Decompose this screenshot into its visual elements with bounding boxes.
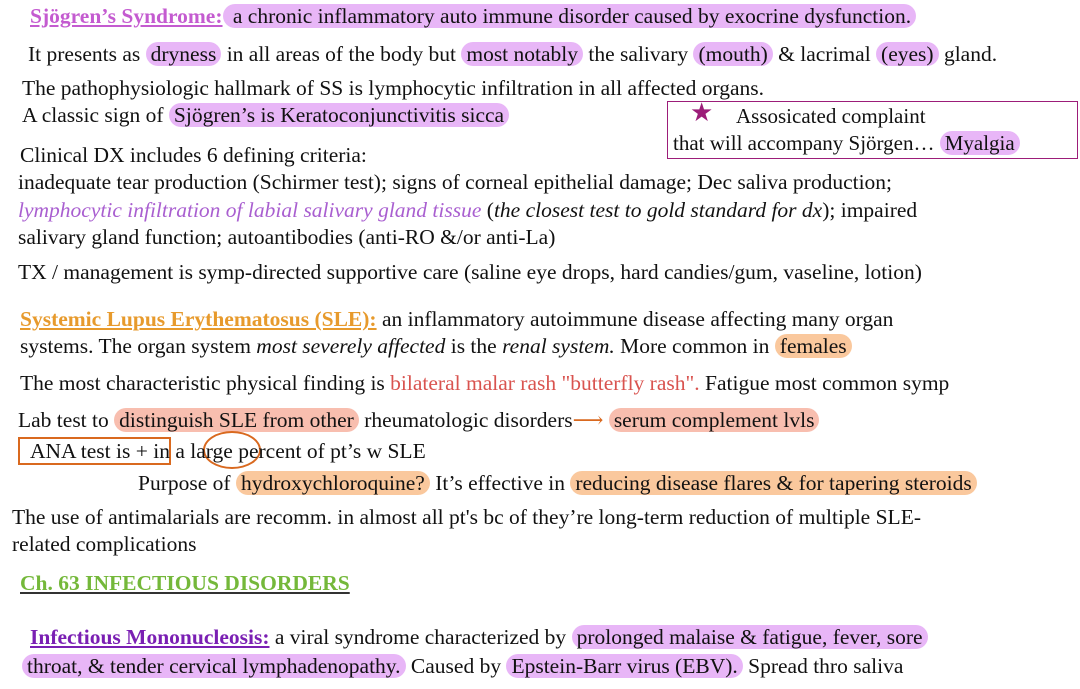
star-icon: ★	[690, 98, 714, 127]
text-segment: It’s effective in	[429, 471, 571, 495]
text-segment: (	[481, 198, 494, 222]
mono-line-2	[22, 652, 903, 680]
labial-gland-text: lymphocytic infiltration of labial salivary gland tissue	[18, 198, 482, 222]
text-segment: that will accompany Sjörgen…	[673, 131, 940, 155]
text-segment: Lab test to	[18, 408, 115, 432]
text-segment: A classic sign of	[22, 103, 169, 127]
text-segment: Caused by	[405, 654, 507, 678]
text-segment: in all areas of the body but	[221, 42, 462, 66]
highlight-throat: throat, & tender cervical lymphadenopathy.	[22, 654, 406, 678]
text-segment: & lacrimal	[772, 42, 877, 66]
sjogren-hallmark: The pathophysiologic hallmark of SS is lymphocytic infiltration in all affected organs.	[22, 76, 765, 100]
box-line-1: Assosicated complaint	[736, 104, 926, 128]
antimalarial-line-1: The use of antimalarials are recomm. in almost all pt's bc of they’re long-term reduction of multiple SLE-	[12, 505, 921, 529]
criteria-line-3: salivary gland function; autoantibodies (anti-RO &/or anti-La)	[18, 225, 556, 249]
text-segment: is the	[445, 334, 503, 358]
box-line-2	[673, 129, 1020, 157]
sjogren-treatment: TX / management is symp-directed supportive care (saline eye drops, hard candies/gum, vaseline, lotion)	[18, 260, 922, 284]
sjogren-presentation-line	[28, 40, 997, 68]
highlight-eyes: (eyes)	[876, 42, 939, 66]
highlight-keratoconjunctivitis: Sjögren’s is Keratoconjunctivitis sicca	[169, 103, 509, 127]
highlight-ebv: Epstein-Barr virus (EBV).	[506, 654, 742, 678]
text-segment: More common in	[614, 334, 775, 358]
highlight-serum-complement: serum complement lvls	[609, 408, 820, 432]
sle-finding-line	[20, 369, 949, 397]
large-text: large	[190, 439, 233, 463]
text-segment: ); impaired	[822, 198, 918, 222]
text-segment: It presents as	[28, 42, 146, 66]
text-segment: systems. The organ system	[20, 334, 257, 358]
text-segment: Purpose of	[138, 471, 236, 495]
associated-complaint-box	[667, 98, 1078, 159]
highlight-distinguish: distinguish SLE from other	[114, 408, 359, 432]
text-segment: a viral syndrome characterized by	[269, 625, 572, 649]
gold-standard-text: the closest test to gold standard for dx	[493, 198, 823, 222]
criteria-intro: Clinical DX includes 6 defining criteria:	[20, 143, 367, 167]
sjogren-classic-sign-line	[22, 101, 509, 129]
sle-title: Systemic Lupus Erythematosus (SLE):	[20, 307, 377, 331]
mono-title-line	[30, 623, 928, 651]
text-segment: Fatigue most common symp	[699, 371, 950, 395]
malar-rash-text: bilateral malar rash "butterfly rash".	[390, 371, 700, 395]
mono-title: Infectious Mononucleosis:	[30, 625, 270, 649]
highlight-malaise: prolonged malaise & fatigue, fever, sore	[572, 625, 928, 649]
highlight-reducing-flares: reducing disease flares & for tapering steroids	[570, 471, 976, 495]
sjogren-title: Sjögren’s Syndrome:	[30, 4, 223, 28]
sjogren-definition: a chronic inflammatory auto immune disorder caused by exocrine dysfunction.	[223, 4, 917, 28]
sle-ana-line	[30, 437, 426, 465]
ana-text: ANA test is +	[30, 439, 148, 463]
highlight-females: females	[775, 334, 852, 358]
text-segment: rheumatologic disorders	[358, 408, 573, 432]
chapter-heading	[20, 569, 350, 597]
chapter-title: Ch. 63 INFECTIOUS DISORDERS	[20, 571, 350, 595]
italic-renal: renal system.	[502, 334, 615, 358]
text-segment: percent of pt’s w SLE	[232, 439, 426, 463]
text-segment: in a	[147, 439, 191, 463]
sle-lab-line	[18, 406, 819, 434]
text-segment: the salivary	[583, 42, 694, 66]
text-segment: gland.	[938, 42, 998, 66]
italic-most-severely: most severely affected	[256, 334, 446, 358]
criteria-line-2	[18, 196, 917, 224]
highlight-mouth: (mouth)	[693, 42, 772, 66]
sle-title-line	[20, 305, 893, 333]
arrow-right-icon: ⟶	[572, 408, 604, 432]
text-segment: Spread thro saliva	[742, 654, 904, 678]
sle-line-2	[20, 332, 852, 360]
highlight-hydroxychloroquine: hydroxychloroquine?	[236, 471, 430, 495]
sjogren-title-line	[30, 2, 916, 30]
antimalarial-line-2: related complications	[12, 532, 197, 556]
sle-definition: an inflammatory autoimmune disease affecting many organ	[376, 307, 894, 331]
text-segment: The most characteristic physical finding is	[20, 371, 391, 395]
highlight-dryness: dryness	[146, 42, 222, 66]
sle-purpose-line	[138, 469, 977, 497]
highlight-most-notably: most notably	[461, 42, 583, 66]
highlight-myalgia: Myalgia	[940, 131, 1020, 155]
criteria-line-1: inadequate tear production (Schirmer test); signs of corneal epithelial damage; Dec saliva production;	[18, 170, 893, 194]
